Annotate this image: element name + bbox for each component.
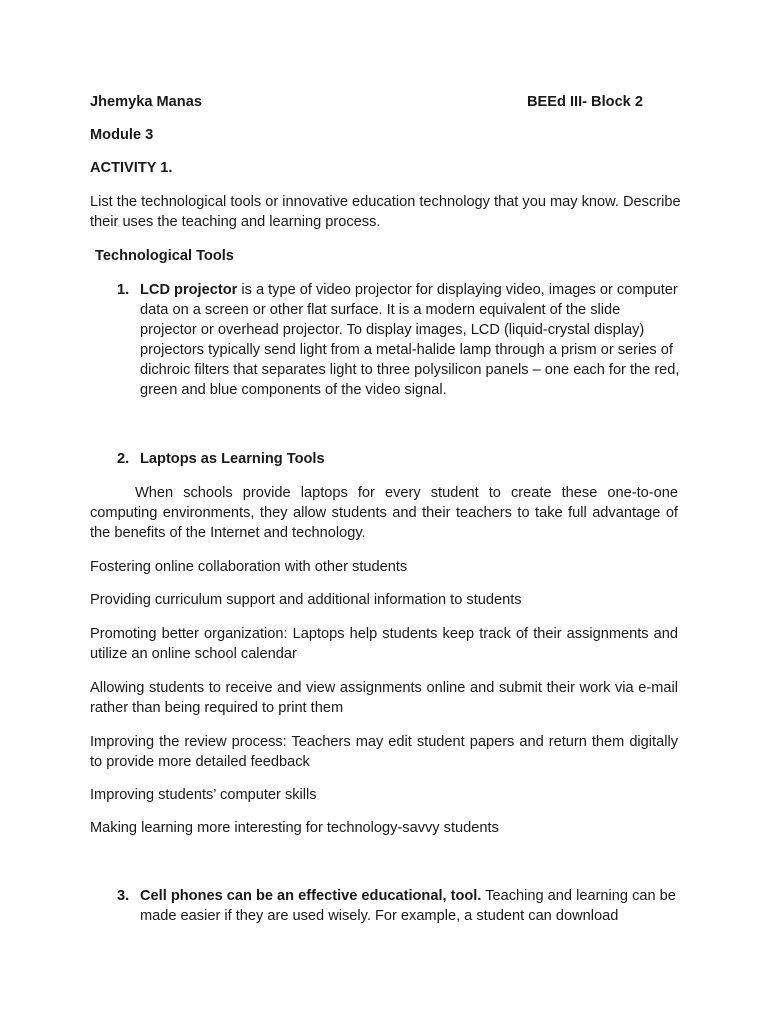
- instructions-text: List the technological tools or innovative education technology that you may know. Describe their uses the teaching and learning process.: [90, 194, 681, 230]
- section-title: Technological Tools: [95, 248, 234, 264]
- item-number: 3.: [117, 888, 130, 904]
- benefit-item: Improving the review process: Teachers may edit student papers and return them digitally to provide more detailed feedback: [90, 734, 678, 770]
- item-title: Cell phones can be an effective educational, tool.: [140, 888, 482, 904]
- item-lcd-projector: [140, 280, 680, 400]
- item-cell-phones: [140, 886, 680, 926]
- item-description: is a type of video projector for displaying video, images or computer data on a screen or other flat surface. It is a modern equivalent of the slide projector or overhead projector. To display images, LCD (liquid-crystal display) projectors typically send light from a metal-halide lamp through a prism or series of dichroic filters that separates light to three polysilicon panels – one each for the red, green and blue components of the video signal.: [140, 282, 680, 398]
- laptops-intro: When schools provide laptops for every student to create these one-to-one computing environments, they allow students and their teachers to take full advantage of the benefits of the Internet and technology.: [90, 485, 678, 541]
- benefit-item: Making learning more interesting for technology-savvy students: [90, 820, 499, 836]
- benefit-item: Allowing students to receive and view assignments online and submit their work via e-mail rather than being required to print them: [90, 680, 678, 716]
- item-description: Teaching and learning can be made easier if they are used wisely. For example, a student can download: [140, 888, 676, 924]
- benefit-item: Improving students’ computer skills: [90, 787, 317, 803]
- benefit-item: Providing curriculum support and additional information to students: [90, 592, 522, 608]
- item-title: LCD projector: [140, 282, 238, 298]
- student-name: Jhemyka Manas: [90, 94, 202, 110]
- module-heading: Module 3: [90, 127, 154, 143]
- item-number: 1.: [117, 282, 130, 298]
- benefit-item: Fostering online collaboration with other students: [90, 559, 408, 575]
- class-block: BEEd III- Block 2: [527, 94, 643, 110]
- item-title: Laptops as Learning Tools: [140, 451, 325, 467]
- activity-heading: ACTIVITY 1.: [90, 160, 173, 176]
- benefit-item: Promoting better organization: Laptops help students keep track of their assignments and utilize an online school calendar: [90, 626, 678, 662]
- item-number: 2.: [117, 451, 130, 467]
